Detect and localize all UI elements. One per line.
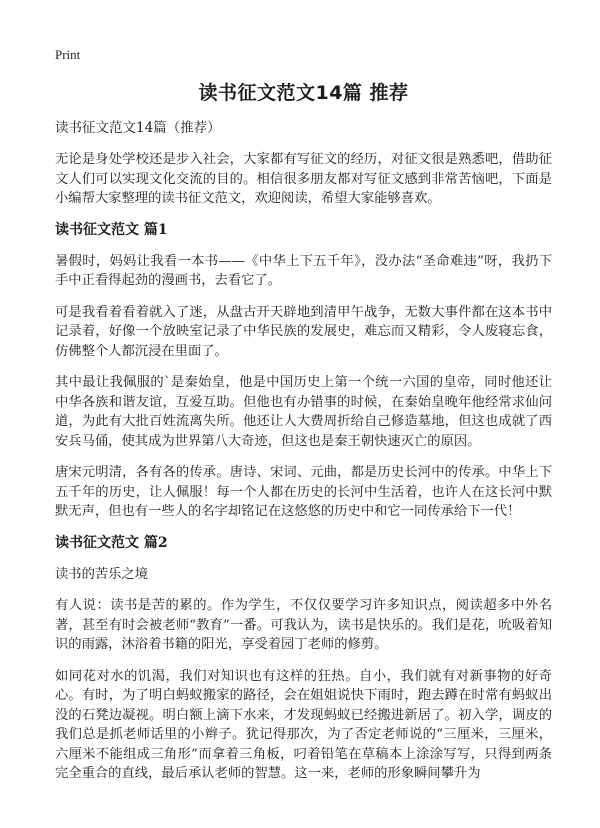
paragraph: 暑假时，妈妈让我看一本书——《中华上下五千年》，没办法“圣命难违”呀，我扔下手中正看得起劲的漫画书，去看它了。	[55, 253, 552, 288]
paragraph: 如同花对水的饥渴，我们对知识也有这样的狂热。自小，我们就有对新事物的好奇心。有时，为了明白蚂蚁搬家的路径，会在姐姐说快下雨时，跑去蹲在时常有蚂蚁出没的石凳边凝视。明白额上滴下水来，才发现蚂蚁已经搬进新居了。初入学，调皮的我们总是抓老师话里的小辫子。犹记得那次，为了否定老师说的“三厘米，三厘米，六厘米不能组成三角形”而拿着三角板，叼着铅笔在草稿本上涂涂写写，只得到两条完全重合的直线，最后承认老师的智慧。这一来，老师的形象瞬间攀升为	[55, 668, 552, 781]
section-heading: 读书征文范文 篇1	[55, 221, 168, 238]
paragraph: 唐宋元明清，各有各的传承。唐诗、宋词、元曲，都是历史长河中的传承。中华上下五千年的历史，让人佩服！每一个人都在历史的长河中生活着，也许人在这长河中默默无声，但也有一些人的名字却铭记在这悠悠的历史中和它一同传承给下一代！	[55, 465, 552, 519]
section-heading: 读书征文范文 篇2	[55, 534, 168, 551]
intro-paragraph: 无论是身处学校还是步入社会，大家都有写征文的经历，对征文很是熟悉吧，借助征文人们可以实现文化交流的目的。相信很多朋友都对写征文感到非常苦恼吧，下面是小编帮大家整理的读书征文范文，欢迎阅读，希望大家能够喜欢。	[55, 152, 552, 206]
paragraph: 有人说：读书是苦的累的。作为学生，不仅仅要学习许多知识点，阅读超多中外名著，甚至有时会被老师“教育”一番。可我认为，读书是快乐的。我们是花，吮吸着知识的雨露，沐浴着书籍的阳光，享受着园丁老师的修剪。	[55, 598, 552, 652]
document-content	[55, 119, 552, 796]
document-subtitle: 读书征文范文14篇（推荐）	[55, 120, 221, 136]
print-link[interactable]: Print	[55, 47, 81, 62]
section-2	[55, 534, 552, 784]
paragraph: 可是我看着看着就入了迷，从盘古开天辟地到清甲午战争，无数大事件都在这本书中记录着，好像一个放映室记录了中华民族的发展史，难忘而又精彩，令人废寝忘食，仿佛整个人都沉浸在里面了。	[55, 304, 552, 359]
document-title: 读书征文范文14篇 推荐	[198, 82, 409, 104]
section-1	[55, 221, 552, 522]
paragraph: 读书的苦乐之境	[55, 566, 149, 582]
paragraph: 其中最让我佩服的`是秦始皇，他是中国历史上第一个统一六国的皇帝，同时他还让中华各族和谐友谊，互爱互助。但他也有办错事的时候，在秦始皇晚年他经常求仙问道，为此有大批百姓流离失所。他还让人大费周折给自己修造墓地，但这也成就了西安兵马俑，使其成为世界第八大奇迹，但这也是秦王朝快速灭亡的原因。	[55, 375, 552, 449]
